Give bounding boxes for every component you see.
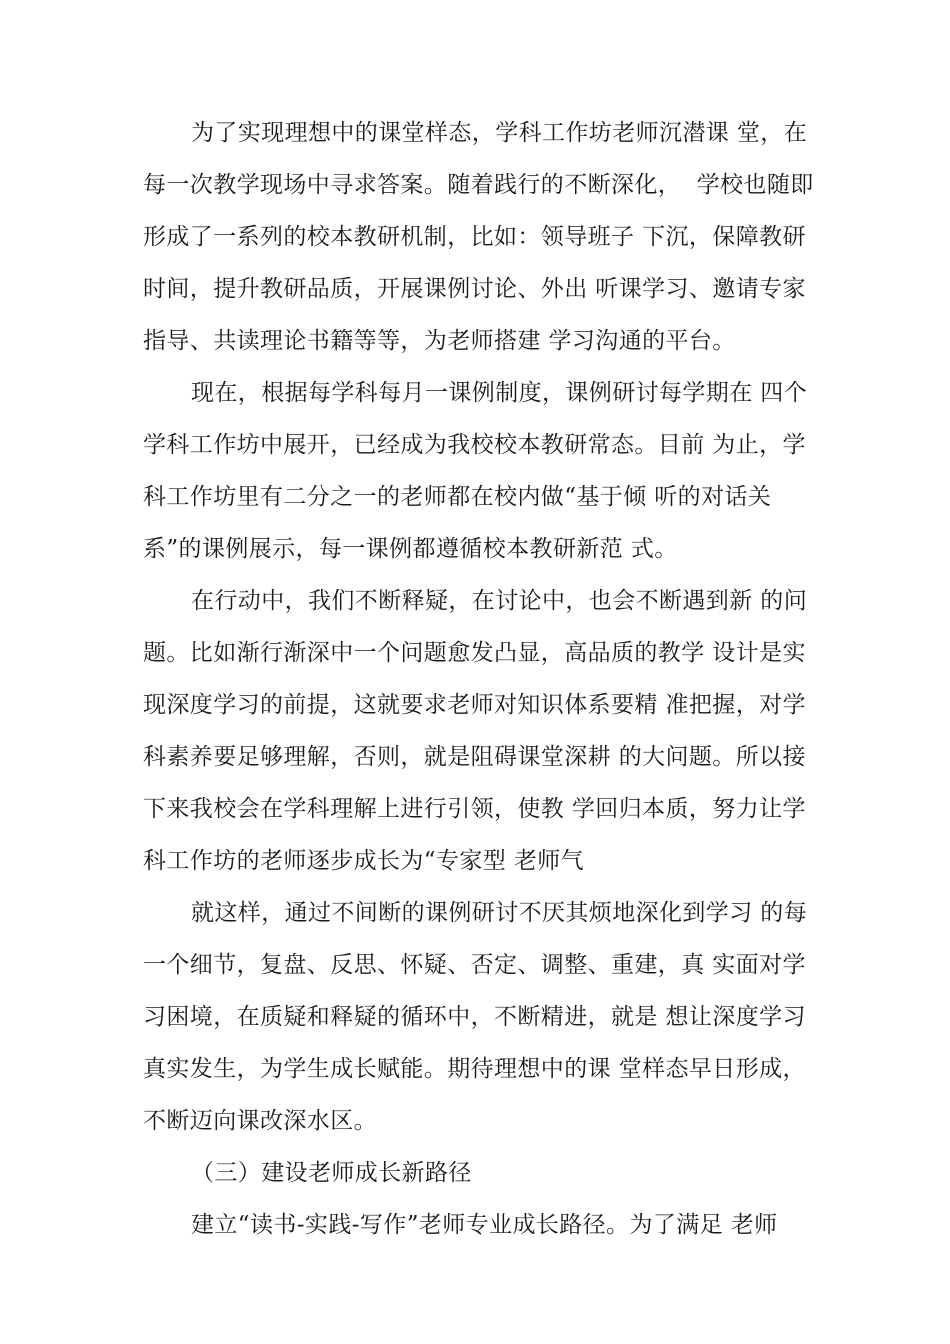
paragraph-1-line-3: 形成了一系列的校本教研机制，比如：领导班子 下沉，保障教研 [143, 224, 806, 250]
paragraph-2-line-2: 学科工作坊中展开，已经成为我校校本教研常态。目前 为止，学 [143, 432, 806, 458]
paragraph-3-line-6: 科工作坊的老师逐步成长为“专家型 老师气 [143, 848, 585, 874]
paragraph-3-line-4: 科素养要足够理解，否则，就是阻碍课堂深耕 的大问题。所以接 [143, 744, 806, 770]
paragraph-4-line-4: 真实发生，为学生成长赋能。期待理想中的课 堂样态早日形成， [143, 1056, 806, 1082]
section-heading: （三）建设老师成长新路径 [191, 1160, 472, 1186]
paragraph-3-line-1: 在行动中，我们不断释疑，在讨论中，也会不断遇到新 的问 [191, 588, 808, 614]
paragraph-1-line-2: 每一次教学现场中寻求答案。随着践行的不断深化， 学校也随即 [143, 172, 814, 198]
paragraph-2-line-3: 科工作坊里有二分之一的老师都在校内做“基于倾 听的对话关 [143, 484, 772, 510]
paragraph-4-line-5: 不断迈向课改深水区。 [143, 1108, 377, 1134]
paragraph-5-line-1: 建立“读书-实践-写作”老师专业成长路径。为了满足 老师 [191, 1212, 778, 1238]
paragraph-4-line-1: 就这样，通过不间断的课例研讨不厌其烦地深化到学习 的每 [191, 900, 808, 926]
paragraph-4-line-2: 一个细节，复盘、反思、怀疑、否定、调整、重建，真 实面对学 [143, 952, 806, 978]
paragraph-1-line-4: 时间，提升教研品质，开展课例讨论、外出 听课学习、邀请专家 [143, 276, 806, 302]
paragraph-1-line-5: 指导、共读理论书籍等等，为老师搭建 学习沟通的平台。 [143, 328, 736, 354]
paragraph-1-line-1: 为了实现理想中的课堂样态，学科工作坊老师沉潜课 堂，在 [191, 120, 808, 146]
paragraph-3-line-5: 下来我校会在学科理解上进行引领，使教 学回归本质，努力让学 [143, 796, 806, 822]
paragraph-3-line-2: 题。比如渐行渐深中一个问题愈发凸显，高品质的教学 设计是实 [143, 640, 806, 666]
paragraph-2-line-4: 系”的课例展示，每一课例都遵循校本教研新范 式。 [143, 536, 678, 562]
paragraph-2-line-1: 现在，根据每学科每月一课例制度，课例研讨每学期在 四个 [191, 380, 808, 406]
paragraph-3-line-3: 现深度学习的前提，这就要求老师对知识体系要精 准把握，对学 [143, 692, 806, 718]
paragraph-4-line-3: 习困境，在质疑和释疑的循环中，不断精进，就是 想让深度学习 [143, 1004, 806, 1030]
